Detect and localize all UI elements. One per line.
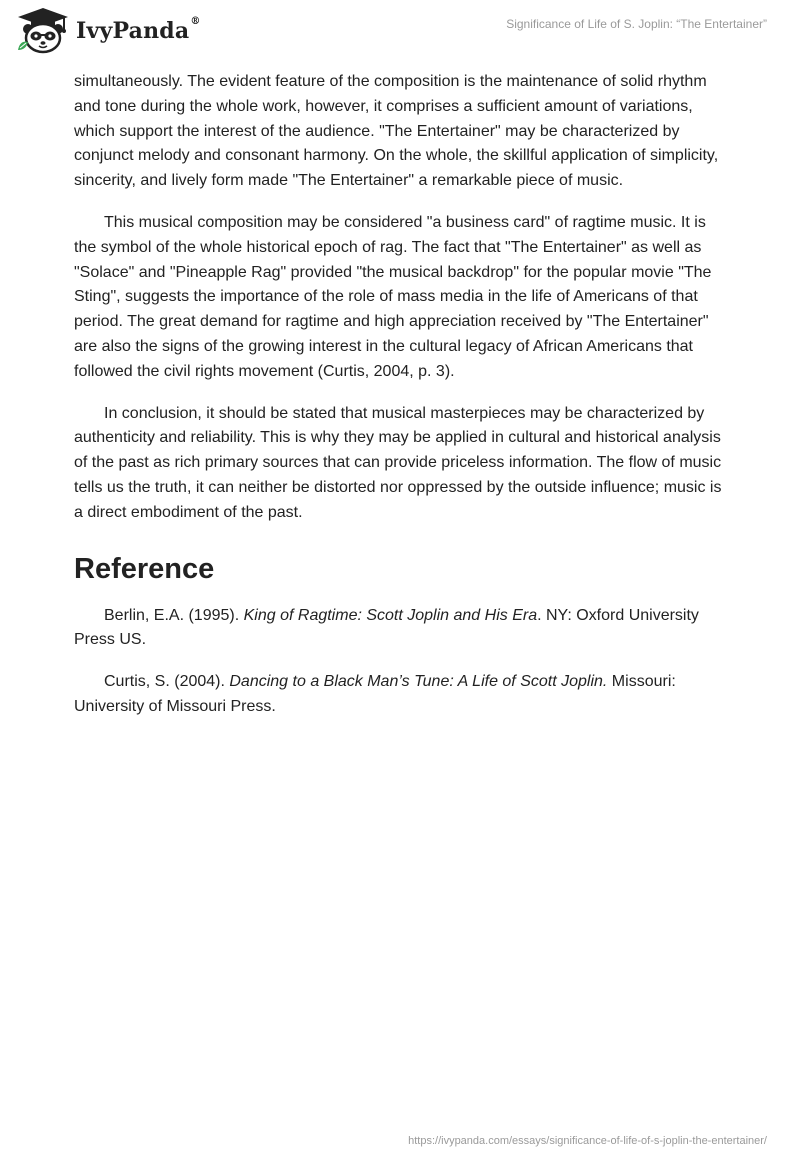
reference-item-curtis — [74, 670, 726, 720]
source-url[interactable]: https://ivypanda.com/essays/significance-of-life-of-s-joplin-the-entertainer/ — [408, 1135, 767, 1147]
essay-content — [74, 70, 726, 737]
reference-publisher: . NY: Oxford University Press US. — [74, 606, 699, 649]
reference-publisher: Missouri: University of Missouri Press. — [74, 673, 676, 715]
registered-mark: ® — [190, 16, 201, 27]
document-title: Significance of Life of S. Joplin: “The Entertainer” — [506, 17, 767, 31]
page-header — [0, 0, 800, 62]
paragraph-continuation: simultaneously. The evident feature of the composition is the maintenance of solid rhythm and tone during the whole work, however, it comprises a sufficient amount of variations, which support the interest of the audience. "The Entertainer" may be characterized by conjunct melody and consonant harmony. On the whole, the skillful application of simplicity, sincerity, and lively form made "The Entertainer" a remarkable piece of music. — [74, 73, 719, 190]
reference-heading: Reference — [74, 552, 215, 585]
panda-graduate-icon — [14, 6, 72, 54]
reference-title: King of Ragtime: Scott Joplin and His Era — [243, 606, 538, 624]
paragraph-business-card: This musical composition may be considered "a business card" of ragtime music. It is the symbol of the whole historical epoch of rag. The fact that "The Entertainer" as well as "Solace" and "Pineapple Rag" provided "the musical backdrop" for the popular movie "The Sting", suggests the importance of the role of mass media in the life of Americans of that period. The great demand for ragtime and high appreciation received by "The Entertainer" are also the signs of the growing interest in the cultural legacy of African Americans that followed the civil rights movement (Curtis, 2004, p. 3). — [74, 213, 712, 380]
reference-author-year: Berlin, E.A. (1995). — [104, 606, 244, 624]
reference-author-year: Curtis, S. (2004). — [104, 673, 230, 691]
brand-name: IvyPanda® — [76, 16, 201, 44]
paragraph-conclusion: In conclusion, it should be stated that musical masterpieces may be characterized by authenticity and reliability. This is why they may be applied in cultural and historical analysis of the past as rich primary sources that can provide priceless information. The flow of music tells us the truth, it can neither be distorted nor oppressed by the outside influence; music is a direct embodiment of the past. — [74, 404, 722, 521]
reference-title: Dancing to a Black Man’s Tune: A Life of Scott Joplin. — [229, 673, 608, 691]
reference-item-berlin — [74, 604, 726, 654]
ivypanda-logo[interactable] — [14, 6, 201, 54]
